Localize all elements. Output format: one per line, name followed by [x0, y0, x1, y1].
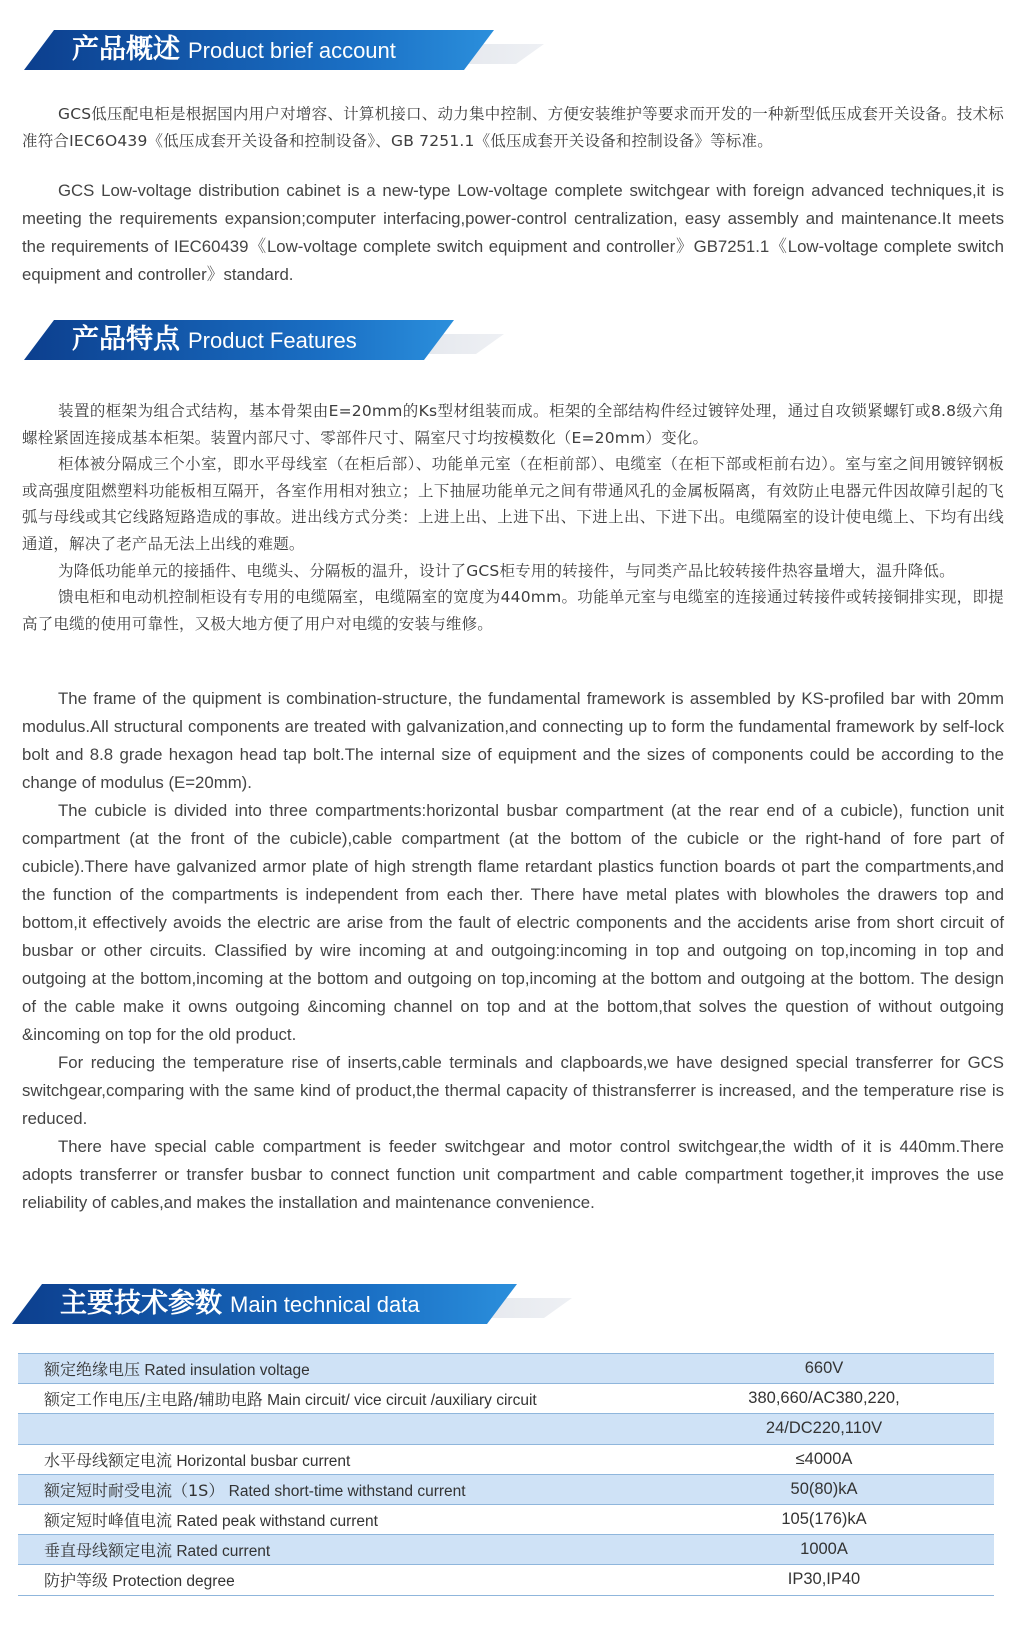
features-zh-paragraph: 柜体被分隔成三个小室，即水平母线室（在柜后部）、功能单元室（在柜前部）、电缆室（在柜下部或柜前右边）。室与室之间用镀锌钢板或高强度阻燃塑料功能板相互隔开，各室作用相对独立；上下抽屉功能单元之间有带通风孔的金属板隔离，有效防止电器元件因故障引起的飞弧与母线或其它线路短路造成的事故。进出线方式分类：上进上出、上进下出、下进上出、下进下出。电缆隔室的设计使电缆上、下均有出线通道，解决了老产品无法上出线的难题。	[22, 455, 1004, 553]
table-row	[18, 1504, 994, 1534]
features-en-paragraph: For reducing the temperature rise of inserts,cable terminals and clapboards,we have designed special transferrer for GCS switchgear,comparing with the same kind of product,the thermal capacity of thistransferrer is increased, and the temperature rise is reduced.	[22, 1053, 1004, 1128]
param-name: 额定工作电压/主电路/辅助电路 Main circuit/ vice circuit /auxiliary circuit	[18, 1384, 654, 1414]
param-value: 24/DC220,110V	[654, 1414, 994, 1444]
section-title-zh: 产品概述	[72, 34, 180, 65]
param-value: 1000A	[654, 1535, 994, 1565]
section-header-features	[24, 320, 504, 368]
table-row	[18, 1565, 994, 1595]
param-name: 额定短时峰值电流 Rated peak withstand current	[18, 1504, 654, 1534]
param-value: 380,660/AC380,220,	[654, 1384, 994, 1414]
features-zh-paragraph: 装置的框架为组合式结构，基本骨架由E=20mm的Ks型材组装而成。柜架的全部结构件经过镀锌处理，通过自攻锁紧螺钉或8.8级六角螺栓紧固连接成基本柜架。装置内部尺寸、零部件尺寸、隔室尺寸均按模数化（E=20mm）变化。	[22, 402, 1004, 447]
param-name: 额定绝缘电压 Rated insulation voltage	[18, 1354, 654, 1384]
overview-zh-paragraph: GCS低压配电柜是根据国内用户对增容、计算机接口、动力集中控制、方便安装维护等要求而开发的一种新型低压成套开关设备。技术标准符合IEC6O439《低压成套开关设备和控制设备》、GB 7251.1《低压成套开关设备和控制设备》等标准。	[22, 105, 1004, 150]
param-value: 105(176)kA	[654, 1504, 994, 1534]
section-header-overview	[24, 30, 544, 78]
section-title-zh: 主要技术参数	[60, 1288, 222, 1319]
section-title-en: Product brief account	[188, 38, 396, 63]
table-row	[18, 1474, 994, 1504]
features-en-paragraph: The cubicle is divided into three compartments:horizontal busbar compartment (at the rear end of a cubicle), function unit compartment (at the front of the cubicle),cable compartment (at the bottom of the cubicle or the right-hand of fore part of cubicle).There have galvanized armor plate of high strength flame retardant plastics function boards ot part the compartments,and the function of the compartments is independent from each ther. There have metal plates with blowholes the drawers top and bottom,it effectively avoids the electric are arise from the fault of electric components and the accidents arise from short circuit of busbar or other circuits. Classified by wire incoming at and outgoing:incoming in top and outgoing on top,incoming in top and outgoing at the bottom,incoming at the bottom and outgoing on top,incoming at the bottom and outgoing at the bottom. The design of the cable make it owns outgoing &incoming channel on top and at the bottom,that solves the question of without outgoing &incoming on top for the old product.	[22, 801, 1004, 1044]
table-row	[18, 1384, 994, 1414]
table-row	[18, 1444, 994, 1474]
technical-data-table	[18, 1353, 994, 1596]
features-zh-paragraph: 馈电柜和电动机控制柜设有专用的电缆隔室，电缆隔室的宽度为440mm。功能单元室与电缆室的连接通过转接件或转接铜排实现，即提高了电缆的使用可靠性，又极大地方便了用户对电缆的安装与维修。	[22, 588, 1004, 633]
param-value: ≤4000A	[654, 1444, 994, 1474]
param-name: 垂直母线额定电流 Rated current	[18, 1535, 654, 1565]
param-name: 额定短时耐受电流（1S） Rated short-time withstand current	[18, 1474, 654, 1504]
features-en-paragraph: The frame of the quipment is combination-structure, the fundamental framework is assembled by KS-profiled bar with 20mm modulus.All structural components are treated with galvanization,and connecting up to form the fundamental framework by self-lock bolt and 8.8 grade hexagon head tap bolt.The internal size of equipment and the sizes of components could be according to the change of modulus (E=20mm).	[22, 689, 1004, 792]
overview-en	[22, 177, 1004, 289]
features-en	[22, 685, 1004, 1217]
param-name	[18, 1414, 654, 1444]
overview-zh	[22, 101, 1004, 154]
param-name: 防护等级 Protection degree	[18, 1565, 654, 1595]
param-value: 660V	[654, 1354, 994, 1384]
overview-en-paragraph: GCS Low-voltage distribution cabinet is a new-type Low-voltage complete switchgear with foreign advanced techniques,it is meeting the requirements expansion;computer interfacing,power-control centralization, easy assembly and maintenance.It meets the requirements of IEC60439《Low-voltage complete switch equipment and controller》GB7251.1《Low-voltage complete switch equipment and controller》standard.	[22, 181, 1004, 284]
table-row	[18, 1535, 994, 1565]
section-title-en: Product Features	[188, 328, 357, 353]
features-zh-paragraph: 为降低功能单元的接插件、电缆头、分隔板的温升，设计了GCS柜专用的转接件，与同类产品比较转接件热容量增大，温升降低。	[58, 561, 955, 580]
section-header-techdata	[12, 1284, 572, 1332]
features-en-paragraph: There have special cable compartment is feeder switchgear and motor control switchgear,the width of it is 440mm.There adopts transferrer or transfer busbar to connect function unit compartment and cable compartment together,it improves the use reliability of cables,and makes the installation and maintenance convenience.	[22, 1137, 1004, 1212]
section-title-en: Main technical data	[230, 1292, 420, 1317]
param-value: 50(80)kA	[654, 1474, 994, 1504]
table-row	[18, 1414, 994, 1444]
section-title-zh: 产品特点	[72, 324, 180, 355]
table-row	[18, 1354, 994, 1384]
features-zh	[22, 398, 1004, 637]
param-name: 水平母线额定电流 Horizontal busbar current	[18, 1444, 654, 1474]
param-value: IP30,IP40	[654, 1565, 994, 1595]
